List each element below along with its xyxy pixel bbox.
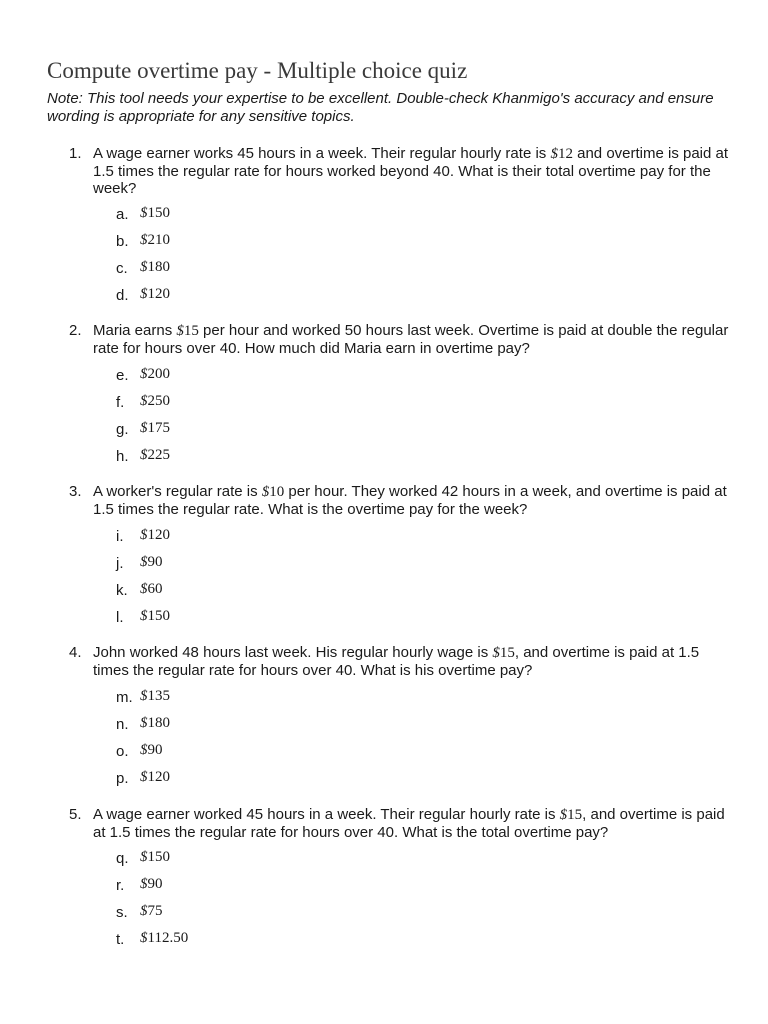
question-number: 5. xyxy=(69,806,82,823)
option-value: $135 xyxy=(140,688,170,704)
question-text: John worked 48 hours last week. His regular hourly wage is $15, and overtime is paid at 1.5 times the regular rate for hours over 40. What is his overtime pay? xyxy=(93,644,700,679)
option-value: $60 xyxy=(140,581,163,597)
answer-option[interactable] xyxy=(0,284,400,304)
answer-option[interactable] xyxy=(0,713,400,733)
answer-option[interactable] xyxy=(0,418,400,438)
option-letter: f. xyxy=(116,394,125,411)
answer-option[interactable] xyxy=(0,391,400,411)
question-text: Maria earns $15 per hour and worked 50 hours last week. Overtime is paid at double the regular rate for hours over 40. How much did Maria earn in overtime pay? xyxy=(93,322,729,357)
answer-option[interactable] xyxy=(0,445,400,465)
answer-option[interactable] xyxy=(0,874,400,894)
dollar-amount: $15 xyxy=(176,323,199,339)
question-number: 1. xyxy=(69,145,82,162)
option-letter: c. xyxy=(116,260,128,277)
option-letter: r. xyxy=(116,877,125,894)
answer-option[interactable] xyxy=(0,579,400,599)
option-value: $180 xyxy=(140,715,170,731)
option-letter: h. xyxy=(116,448,129,465)
answer-option[interactable] xyxy=(0,552,400,572)
option-letter: j. xyxy=(116,555,124,572)
option-value: $112.50 xyxy=(140,930,189,946)
option-value: $250 xyxy=(140,393,170,409)
option-letter: g. xyxy=(116,421,129,438)
option-letter: l. xyxy=(116,609,124,626)
dollar-amount: $12 xyxy=(550,146,573,162)
option-letter: a. xyxy=(116,206,129,223)
option-letter: p. xyxy=(116,770,129,787)
answer-option[interactable] xyxy=(0,686,400,706)
disclaimer-note: Note: This tool needs your expertise to be excellent. Double-check Khanmigo's accuracy and ensure wording is appropriate for any sensitive topics. xyxy=(47,90,714,125)
option-value: $150 xyxy=(140,205,170,221)
question-text: A wage earner works 45 hours in a week. Their regular hourly rate is $12 and overtime is paid at 1.5 times the regular rate for hours worked beyond 40. What is their total overtime pay for the week? xyxy=(93,145,729,197)
option-value: $180 xyxy=(140,259,170,275)
dollar-amount: $10 xyxy=(261,484,285,500)
option-value: $90 xyxy=(140,554,163,570)
option-letter: q. xyxy=(116,850,129,867)
option-value: $120 xyxy=(140,286,170,302)
answer-option[interactable] xyxy=(0,257,400,277)
question-number: 3. xyxy=(69,483,82,500)
option-value: $90 xyxy=(140,742,163,758)
option-value: $150 xyxy=(140,849,170,865)
option-value: $90 xyxy=(140,876,163,892)
question-text: A worker's regular rate is $10 per hour. They worked 42 hours in a week, and overtime is paid at 1.5 times the regular rate. What is the overtime pay for the week? xyxy=(93,483,727,518)
dollar-amount: $15 xyxy=(559,807,583,823)
answer-option[interactable] xyxy=(0,525,400,545)
question-number: 2. xyxy=(69,322,82,339)
answer-option[interactable] xyxy=(0,364,400,384)
option-letter: s. xyxy=(116,904,128,921)
option-value: $120 xyxy=(140,769,170,785)
option-letter: e. xyxy=(116,367,129,384)
option-value: $200 xyxy=(140,366,170,382)
option-letter: i. xyxy=(116,528,124,545)
question-text: A wage earner worked 45 hours in a week. Their regular hourly rate is $15, and overtime is paid at 1.5 times the regular rate for hours over 40. What is the total overtime pay? xyxy=(93,806,725,841)
question-number: 4. xyxy=(69,644,82,661)
option-value: $210 xyxy=(140,232,170,248)
option-value: $175 xyxy=(140,420,170,436)
answer-option[interactable] xyxy=(0,740,400,760)
answer-option[interactable] xyxy=(0,230,400,250)
option-letter: m. xyxy=(116,689,133,706)
option-letter: k. xyxy=(116,582,128,599)
dollar-amount: $15 xyxy=(492,645,515,661)
option-value: $225 xyxy=(140,447,170,463)
option-value: $120 xyxy=(140,527,170,543)
answer-option[interactable] xyxy=(0,928,400,948)
answer-option[interactable] xyxy=(0,901,400,921)
option-letter: t. xyxy=(116,931,125,948)
option-value: $75 xyxy=(140,903,163,919)
option-letter: b. xyxy=(116,233,129,250)
answer-option[interactable] xyxy=(0,606,400,626)
option-value: $150 xyxy=(140,608,170,624)
page-title: Compute overtime pay - Multiple choice quiz xyxy=(47,58,468,83)
answer-option[interactable] xyxy=(0,767,400,787)
answer-option[interactable] xyxy=(0,203,400,223)
option-letter: d. xyxy=(116,287,129,304)
answer-option[interactable] xyxy=(0,847,400,867)
option-letter: n. xyxy=(116,716,129,733)
option-letter: o. xyxy=(116,743,129,760)
